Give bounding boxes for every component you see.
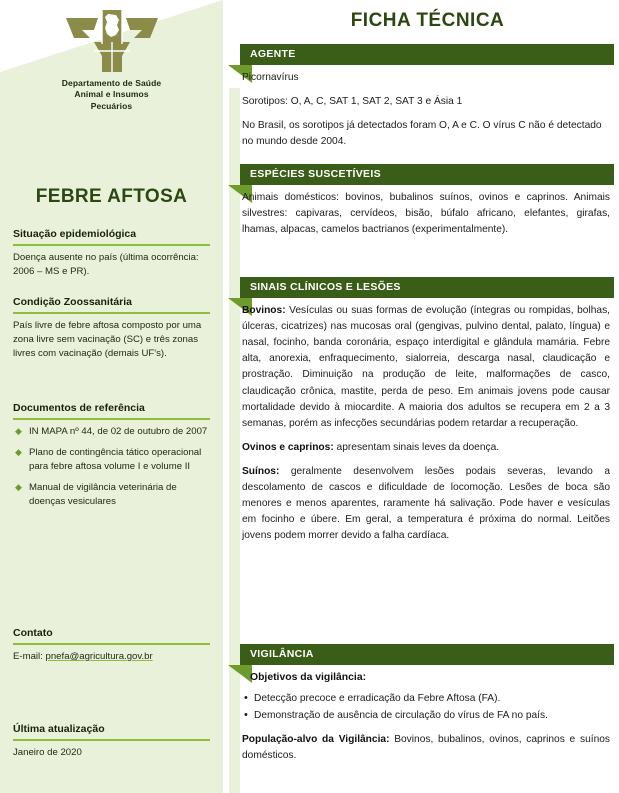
list-item-label: Manual de vigilância veterinária de doenças vesiculares <box>29 481 177 507</box>
sidebar-section-documentos-de-referencia <box>13 402 210 516</box>
paragraph-lead: Suínos: <box>242 465 280 477</box>
section-heading: Condição Zoossanitária <box>13 296 210 314</box>
paragraph <box>242 303 616 432</box>
paragraph-text: geralmente desenvolvem lesões podais severas, levando a descolamento de cascos e dificuldade de locomoção. Lesões de boca são menores e menos aparentes, raramente há salivação. Pode haver e vesículas em focinho e úbere. Em geral, a temperatura é próxima do normal. Leitões jovens podem morrer devido a falha cardíaca. <box>242 465 610 542</box>
section-body-agente <box>242 70 616 158</box>
diamond-bullet-icon: ◆ <box>15 481 22 492</box>
section-body-sinais-clinicos-e-lesoes <box>242 303 616 553</box>
department-logo <box>0 4 223 112</box>
section-bar-sinais-clinicos-e-lesoes <box>240 277 614 298</box>
target-population-paragraph <box>242 732 616 764</box>
sidebar-section-condicao-zoossanitaria <box>13 296 210 361</box>
section-heading: Última atualização <box>13 723 210 741</box>
list-item[interactable] <box>13 446 210 474</box>
list-item-label: Detecção precoce e erradicação da Febre Aftosa (FA). <box>254 693 501 704</box>
paragraph: Animais domésticos: bovinos, bubalinos suínos, ovinos e caprinos. Animais silvestres: capivaras, cervídeos, bisão, búfalo africano, elefantes, girafas, lhamas, alpacas, camelos bactrianos (experimentalmente). <box>242 192 610 236</box>
dot-bullet-icon: • <box>244 709 248 722</box>
diamond-bullet-icon: ◆ <box>15 446 22 457</box>
eagle-emblem-icon <box>64 4 160 76</box>
page-title: FICHA TÉCNICA <box>350 10 505 31</box>
paragraph-text: Vesículas ou suas formas de evolução (íntegras ou rompidas, bolhas, úlceras, cicatrizes) nas mucosas oral (gengivas, pulvino dental, palato, língua) e nasal, focinho, banda coronária, espaço interdigital e glândula mamária. Febre alta, anorexia, enfraquecimento, sialorreia, descarga nasal, claudicação e prostração. Diminuição na produção de leite, malformações de casco, claudicação crônica, mastite, perda de peso. Em animais jovens pode causar mortalidade devido à miocardite. A maioria dos adultos se recupera em 2 a 3 semanas, porém as infecções secundárias podem retardar a recuperação. <box>242 305 610 429</box>
paragraph: Picornavírus <box>242 72 299 83</box>
department-logo-caption: Departamento de Saúde Animal e Insumos Pecuários <box>61 78 162 111</box>
section-heading: Contato <box>13 627 210 645</box>
list-item-label: Plano de contingência tático operacional para febre aftosa volume I e volume II <box>29 446 202 472</box>
section-bar-label: SINAIS CLÍNICOS E LESÕES <box>250 281 401 293</box>
sidebar-section-situacao-epidemiologica <box>13 228 210 279</box>
section-bar-agente <box>240 44 614 65</box>
diamond-bullet-icon: ◆ <box>15 426 22 436</box>
paragraph-text: apresentam sinais leves da doença. <box>333 441 500 453</box>
list-item[interactable] <box>13 425 210 439</box>
paragraph-lead: Bovinos: <box>242 305 286 316</box>
objectives-heading: Objetivos da vigilância: <box>250 672 367 683</box>
sidebar <box>0 0 223 793</box>
section-heading: Situação epidemiológica <box>13 228 210 246</box>
sidebar-section-ultima-atualizacao <box>13 723 210 760</box>
paragraph: Sorotipos: O, A, C, SAT 1, SAT 2, SAT 3 e Ásia 1 <box>242 96 463 108</box>
email-label: E-mail: <box>13 651 46 662</box>
section-body-especies-suscetiveis <box>242 190 616 246</box>
email-link[interactable]: pnefa@agricultura.gov.br <box>45 651 153 662</box>
paragraph-lead: Ovinos e caprinos: <box>242 441 334 453</box>
section-bar-label: VIGILÂNCIA <box>250 648 314 660</box>
section-bar-vigilancia <box>240 644 614 665</box>
paragraph <box>242 464 616 545</box>
paragraph <box>242 440 616 456</box>
contact-email-line <box>13 650 210 664</box>
section-text: País livre de febre aftosa composto por uma zona livre sem vacinação (SC) e três zonas livres com vacinação (demais UF's). <box>13 320 202 359</box>
paragraph-text: Bovinos, bubalinos, ovinos, caprinos e suínos domésticos. <box>242 733 610 761</box>
disease-title: FEBRE AFTOSA <box>35 186 188 207</box>
section-bar-label: ESPÉCIES SUSCETÍVEIS <box>250 168 381 180</box>
dot-bullet-icon: • <box>244 692 248 704</box>
section-text: Janeiro de 2020 <box>13 747 82 758</box>
section-heading: Documentos de referência <box>13 402 210 420</box>
paragraph-lead: População-alvo da Vigilância: <box>242 733 390 745</box>
list-item <box>244 708 616 723</box>
paragraph: No Brasil, os sorotipos já detectados foram O, A e C. O vírus C não é detectado no mundo desde 2004. <box>242 120 602 148</box>
list-item[interactable] <box>13 481 210 509</box>
list-item-label: IN MAPA nº 44, de 02 de outubro de 2007 <box>29 426 208 437</box>
section-body-vigilancia <box>242 672 616 772</box>
list-item <box>244 691 616 706</box>
section-text: Doença ausente no país (última ocorrência: 2006 – MS e PR). <box>13 252 199 277</box>
section-bar-especies-suscetiveis <box>240 164 614 185</box>
list-item-label: Demonstração de ausência de circulação do vírus de FA no país. <box>254 710 548 722</box>
reference-documents-list <box>13 425 210 509</box>
content-left-strip <box>229 88 240 793</box>
sidebar-section-contato <box>13 627 210 664</box>
objectives-list <box>244 691 616 724</box>
section-bar-label: AGENTE <box>250 48 296 60</box>
